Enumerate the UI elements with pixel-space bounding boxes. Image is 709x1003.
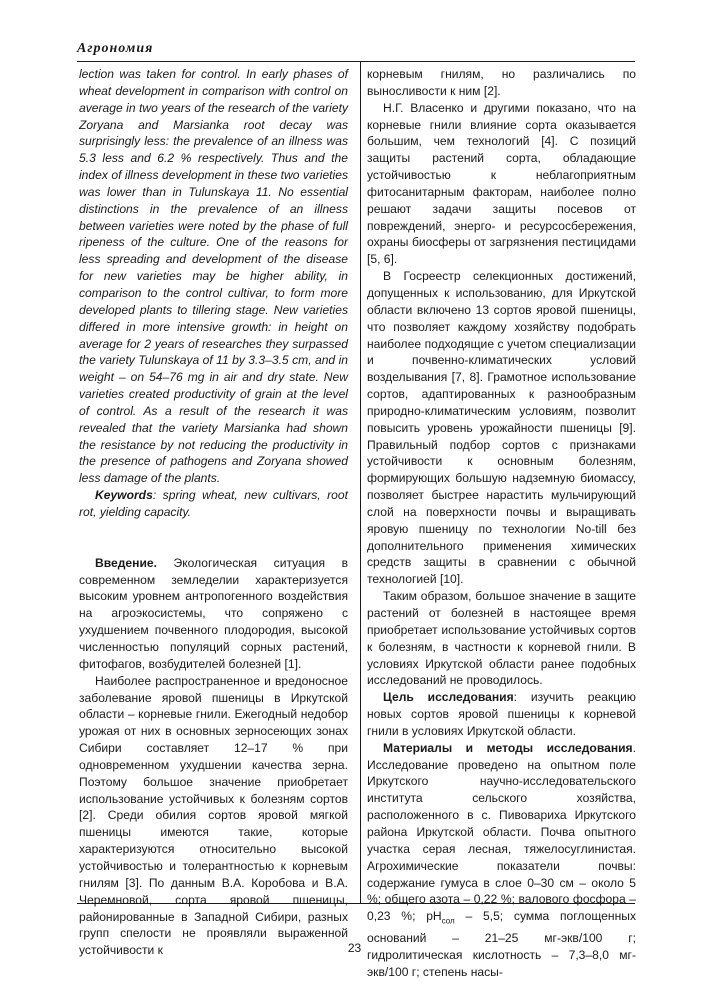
body-paragraph: Таким образом, большое значение в защите растений от болезней в настоящее время приобретает использование устойчивых сортов к болезням, в частности к корневой гнили. В условиях Иркутской области ранее подобных исследований не проводилось. <box>367 589 636 688</box>
aim-paragraph <box>367 689 636 740</box>
aim-heading: Цель исследования <box>383 690 514 705</box>
aim-text: : изучить реакцию новых сортов яровой пшеницы к корневой гнили в условиях Иркутской области. <box>367 690 636 738</box>
right-column <box>367 66 636 981</box>
body-paragraph: В Госреестр селекционных достижений, допущенных к использованию, для Иркутской области включено 13 сортов яровой пшеницы, что позволяет каждому хозяйству подобрать наиболее подходящие с учетом специализации и почвенно-климатических условий возделывания [7, 8]. Грамотное использование сортов, адаптированных к разнообразным природно-климатическим условиям, позволит повысить уровень урожайности пшеницы [9]. Правильный подбор сортов с признаками устойчивости к основным болезням, формирующих большую надземную биомассу, позволяет быстрее нарастить мульчирующий слой на поверхности почвы и выращивать яровую пшеницу по технологии No-till без дополнительного применения химических средств защиты в сравнении с обычной технологией [10]. <box>367 269 636 587</box>
abstract-paragraph: lection was taken for control. In early phases of wheat development in comparison with control on average in two years of the research of the variety Zoryana and Marsianka root decay was surprisingly less: the prevalence of an illness was 5.3 less and 6.2 % respectively. Thus and the index of illness development in these two varieties was lower than in Tulunskaya 11. No essential distinctions in the prevalence of an illness between varieties were noted by the phase of full ripeness of the culture. One of the reasons for less spreading and development of the disease for new varieties may be higher ability, in comparison to the control cultivar, to form more developed plants to tillering stage. New varieties differed in more intensive growth: in height on average for 2 years of researches they surpassed the variety Tulunskaya of 11 by 3.3–3.5 cm, and in weight – on 54–76 mg in air and dry state. New varieties created productivity of grain at the level of control. As a result of the research it was revealed that the variety Marsianka had shown the resistance by not reducing the productivity in the presence of pathogens and Zoryana showed less damage of the plants. <box>79 67 348 486</box>
intro-text: Экологическая ситуация в современном земледелии характеризуется высоким уровнем антропогенного воздействия на агроэкосистемы, что сопряжено с ухудшением почвенного плодородия, высокой численностью популяций сорных растений, фитофагов, возбудителей болезней [1]. <box>79 555 348 671</box>
methods-text: . Исследование проведено на опытном поле Иркутского научно-исследовательского института сельского хозяйства, расположенного в с. Пивовариха Иркутского района Иркутской области. Почва опытного участка серая лесная, тяжелосуглинистая. Агрохимические показатели почвы: содержание гумуса в слое 0–30 см – около 5 %; общего азота – 0,22 %; валового фосфора – 0,23 %; pH <box>367 740 636 924</box>
body-paragraph: Н.Г. Власенко и другими показано, что на корневые гнили влияние сорта оказывается большим, чем технологий [4]. С позиций защиты растений сорта, обладающие устойчивостью к неблагоприятным фитосанитарным факторам, наиболее полно решают задачи защиты посевов от повреждений, энерго- и ресурсосбережения, охраны биосферы от загрязнения пестицидами [5, 6]. <box>367 100 636 267</box>
methods-heading: Материалы и методы исследования <box>383 740 633 755</box>
body-paragraph: Наиболее распространенное и вредоносное заболевание яровой пшеницы в Иркутской области – корневые гнили. Ежегодный недобор урожая от них в основных зерносеющих зонах Сибири составляет 12–17 % при одновременном ухудшении качества зерна. Поэтому большое значение приобретает использование устойчивых к болезням сортов [2]. Среди обилия сортов яровой мягкой пшеницы имеются такие, которые характеризуются относительно высокой устойчивостью и толерантностью к корневым гнилям [3]. По данным В.А. Коробова и В.А. Черемновой, сорта яровой пшеницы, районированные в Западной Сибири, разных групп спелости не проявляли выраженной устойчивости к <box>79 673 348 958</box>
intro-paragraph <box>79 555 348 673</box>
page-number: 23 <box>347 941 362 955</box>
column-divider <box>360 62 361 903</box>
keywords-label: Keywords <box>95 488 153 503</box>
left-column <box>79 66 348 959</box>
keywords-paragraph <box>79 487 348 521</box>
header-rule <box>77 61 635 62</box>
ph-subscript: сол <box>441 916 455 926</box>
section-gap <box>79 538 348 555</box>
intro-heading: Введение. <box>95 555 157 570</box>
keywords-text: : spring wheat, new cultivars, root rot, yielding capacity. <box>79 488 348 519</box>
body-paragraph-continued: корневым гнилям, но различались по выносливости к ним [2]. <box>367 67 636 98</box>
journal-section-header: Агрономия <box>77 41 154 56</box>
section-gap <box>79 521 348 538</box>
methods-text-continued: – 5,5; сумма поглощенных оснований – 21–25 мг-экв/100 г; гидролитическая кислотность – 7,3–8,0 мг-экв/100 г; степень насы- <box>367 909 636 980</box>
